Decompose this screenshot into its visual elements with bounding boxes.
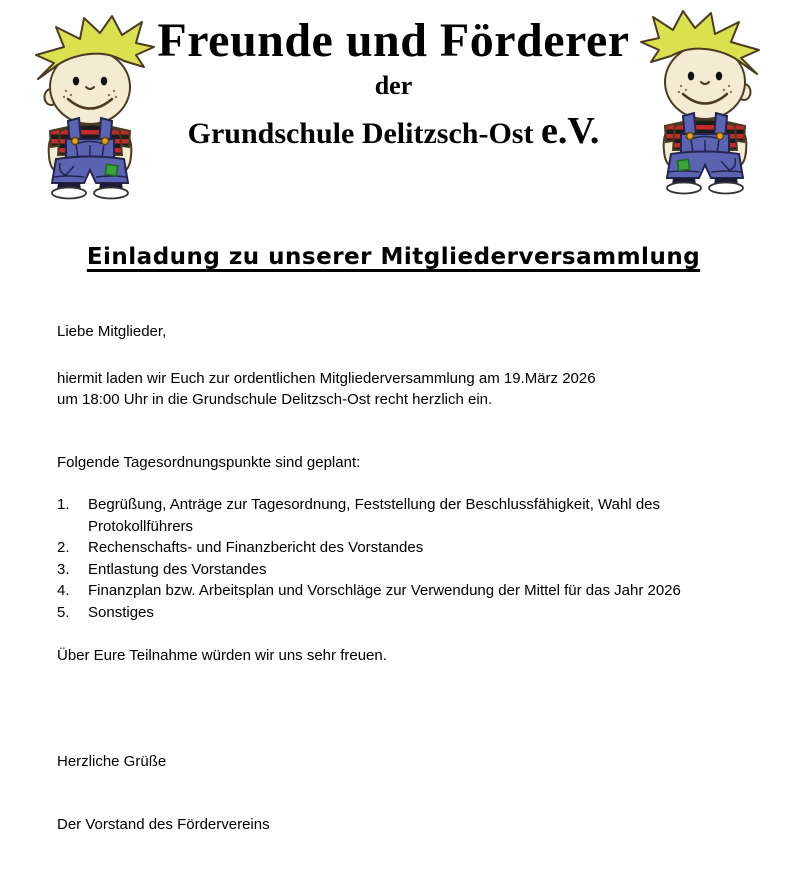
invitation-heading-text: Einladung zu unserer Mitgliederversammlung bbox=[86, 244, 701, 270]
boy-mascot-illustration-left bbox=[24, 13, 156, 200]
closing-line: Über Eure Teilnahme würden wir uns sehr freuen. bbox=[57, 647, 387, 664]
org-name-line2: der bbox=[374, 71, 413, 101]
agenda-list bbox=[57, 494, 760, 623]
intro-line-2: um 18:00 Uhr in die Grundschule Delitzsch-Ost recht herzlich ein. bbox=[57, 391, 493, 408]
agenda-item-2-text: Rechenschafts- und Finanzbericht des Vorstandes bbox=[88, 539, 424, 556]
boy-mascot-illustration-right bbox=[639, 8, 771, 195]
agenda-item-5-text: Sonstiges bbox=[88, 603, 154, 621]
salutation: Liebe Mitglieder, bbox=[57, 323, 167, 340]
intro-paragraph bbox=[57, 368, 769, 411]
agenda-item-4 bbox=[57, 580, 760, 602]
agenda-item-3 bbox=[57, 559, 760, 581]
letterhead bbox=[0, 0, 787, 200]
invitation-heading bbox=[0, 244, 787, 284]
agenda-item-1-number: 1. bbox=[57, 496, 70, 513]
agenda-item-5 bbox=[57, 602, 760, 624]
agenda-item-3-number: 3. bbox=[57, 560, 70, 578]
agenda-item-4-text: Finanzplan bzw. Arbeitsplan und Vorschläge zur Verwendung der Mittel für das Jahr 2026 bbox=[88, 582, 681, 599]
agenda-item-2-number: 2. bbox=[57, 539, 70, 556]
agenda-item-1 bbox=[57, 494, 760, 537]
letter-body bbox=[57, 321, 769, 836]
signature-line: Der Vorstand des Fördervereins bbox=[57, 816, 270, 833]
agenda-item-2 bbox=[57, 537, 760, 559]
agenda-item-1-text: Begrüßung, Anträge zur Tagesordnung, Feststellung der Beschlussfähigkeit, Wahl des Protokollführers bbox=[88, 496, 660, 535]
org-school-name: Grundschule Delitzsch-Ost bbox=[187, 116, 534, 150]
org-name-line1: Freunde und Förderer bbox=[157, 14, 630, 67]
greeting-line: Herzliche Grüße bbox=[57, 752, 167, 770]
agenda-intro: Folgende Tagesordnungspunkte sind geplant: bbox=[57, 453, 361, 471]
intro-line-1: hiermit laden wir Euch zur ordentlichen Mitgliederversammlung am 19.März 2026 bbox=[57, 369, 596, 387]
agenda-item-4-number: 4. bbox=[57, 582, 70, 599]
org-ev-suffix: e.V. bbox=[540, 109, 600, 152]
agenda-item-3-text: Entlastung des Vorstandes bbox=[88, 560, 267, 578]
agenda-item-5-number: 5. bbox=[57, 603, 70, 621]
